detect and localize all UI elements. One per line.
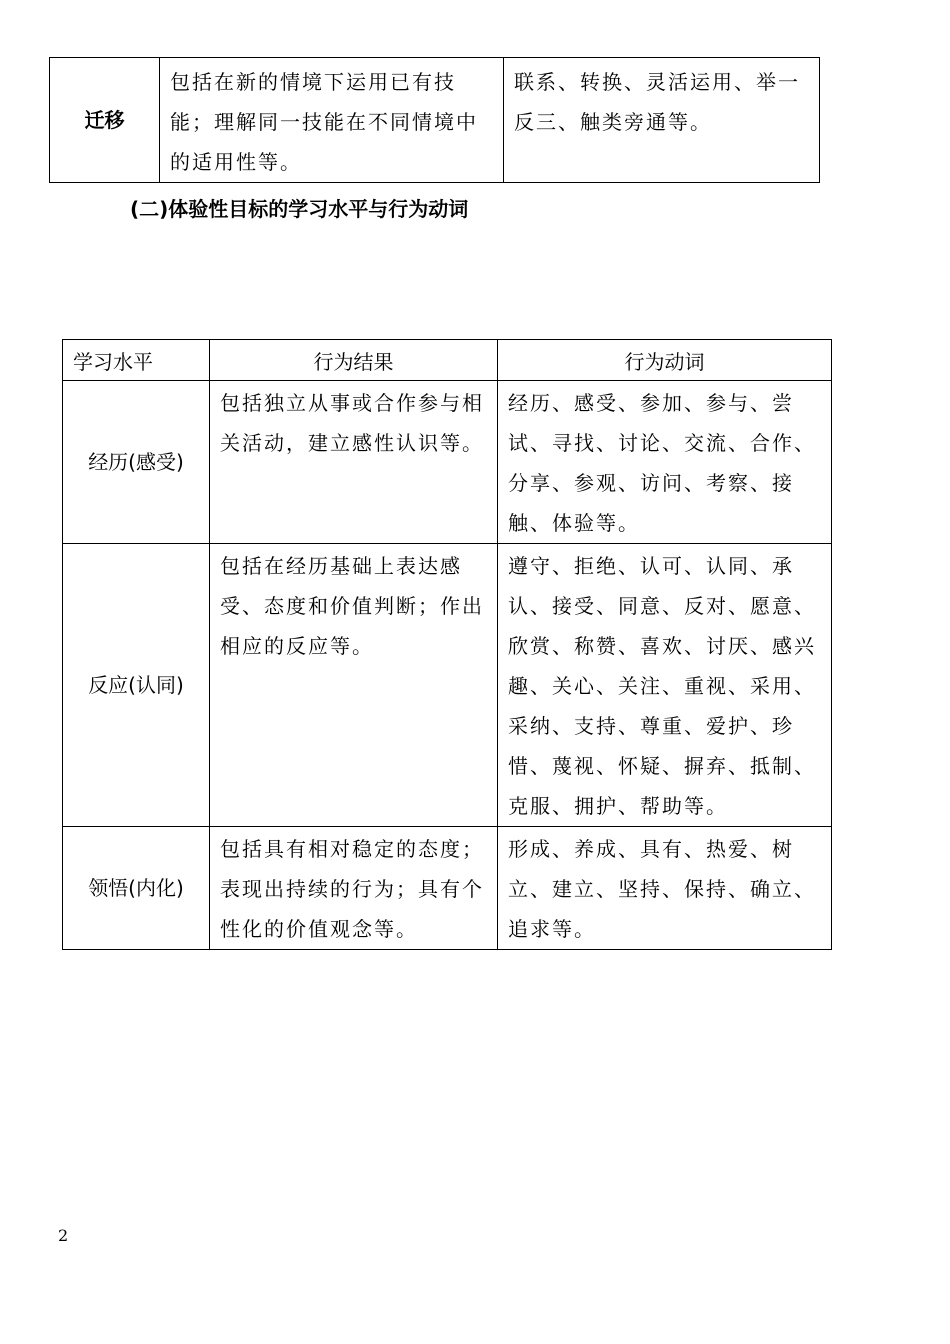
verbs-cell: 形成、养成、具有、热爱、树立、建立、坚持、保持、确立、追求等。	[498, 827, 832, 950]
result-cell: 包括独立从事或合作参与相关活动，建立感性认识等。	[210, 381, 498, 544]
header-behavior-verbs: 行为动词	[498, 340, 832, 381]
level-cell: 迁移	[50, 58, 160, 183]
result-cell: 包括在经历基础上表达感受、态度和价值判断；作出相应的反应等。	[210, 544, 498, 827]
table-row	[63, 381, 832, 544]
verbs-cell: 联系、转换、灵活运用、举一反三、触类旁通等。	[504, 58, 820, 183]
level-cell: 经历(感受)	[63, 381, 210, 544]
table-header-row	[63, 340, 832, 381]
section-heading: (二)体验性目标的学习水平与行为动词	[130, 197, 469, 221]
table-row	[63, 827, 832, 950]
verbs-cell: 经历、感受、参加、参与、尝试、寻找、讨论、交流、合作、分享、参观、访问、考察、接触、体验等。	[498, 381, 832, 544]
page-number: 2	[58, 1226, 69, 1245]
experiential-goals-table	[62, 339, 832, 950]
table-row	[63, 544, 832, 827]
header-behavior-result: 行为结果	[210, 340, 498, 381]
header-learning-level: 学习水平	[63, 340, 210, 381]
result-cell: 包括具有相对稳定的态度；表现出持续的行为；具有个性化的价值观念等。	[210, 827, 498, 950]
transfer-level-table	[49, 57, 820, 183]
table-row	[50, 58, 820, 183]
level-cell: 领悟(内化)	[63, 827, 210, 950]
result-cell: 包括在新的情境下运用已有技能；理解同一技能在不同情境中的适用性等。	[160, 58, 504, 183]
verbs-cell: 遵守、拒绝、认可、认同、承认、接受、同意、反对、愿意、欣赏、称赞、喜欢、讨厌、感兴趣、关心、关注、重视、采用、采纳、支持、尊重、爱护、珍惜、蔑视、怀疑、摒弃、抵制、克服、拥护、帮助等。	[498, 544, 832, 827]
level-cell: 反应(认同)	[63, 544, 210, 827]
